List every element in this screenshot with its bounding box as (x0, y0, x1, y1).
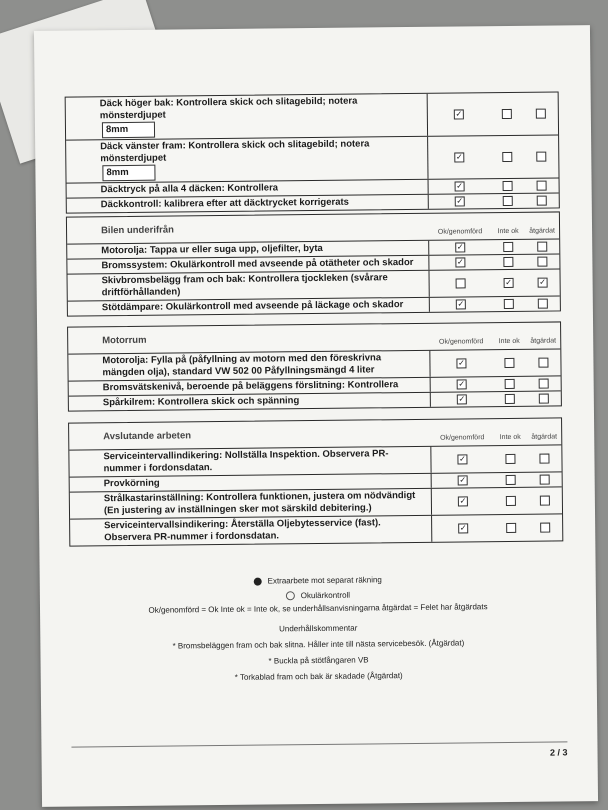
ok-checkbox[interactable]: ✓ (456, 181, 463, 191)
row-text-line: Provkörning (103, 477, 160, 490)
check-row-text (69, 393, 431, 411)
not-ok-checkbox[interactable] (503, 257, 513, 267)
fixed-checkbox[interactable] (536, 109, 546, 119)
check-cell (527, 393, 561, 403)
fixed-checkbox[interactable] (537, 196, 547, 206)
ok-checkbox[interactable]: ✓ (459, 523, 467, 533)
section-final-work (68, 417, 563, 546)
fixed-checkbox[interactable] (537, 242, 547, 252)
check-cell (490, 152, 524, 162)
fixed-checkbox[interactable] (537, 257, 547, 267)
ok-checkbox[interactable]: ✓ (455, 109, 463, 119)
inspection-page (34, 25, 598, 807)
tread-depth-field: 8mm (102, 165, 155, 182)
fixed-checkbox[interactable] (536, 152, 546, 162)
check-cell (494, 475, 528, 485)
check-cell (528, 495, 562, 505)
ok-checkbox[interactable]: ✓ (458, 379, 466, 389)
fixed-checkbox[interactable] (538, 358, 548, 368)
row-text-line: Bromsvätskenivå, beroende på beläggens förslitning: Kontrollera (102, 379, 399, 394)
check-cell (524, 108, 558, 118)
page-number: 2 / 3 (549, 747, 568, 758)
check-cell (432, 496, 494, 507)
col-fixed: åtgärdat (531, 433, 558, 441)
legend-visual: Okulärkontroll (40, 588, 596, 603)
section-title: Avslutande arbeten (103, 430, 192, 443)
ok-checkbox[interactable]: ✓ (456, 196, 464, 206)
not-ok-checkbox[interactable] (502, 109, 512, 119)
check-cell (491, 181, 525, 191)
col-fixed: åtgärdat (530, 337, 557, 345)
section-engine-bay (67, 321, 562, 411)
eye-check-icon (286, 592, 295, 601)
fixed-checkbox[interactable] (538, 299, 548, 309)
check-cell (432, 475, 494, 486)
check-cell (528, 474, 562, 484)
ok-checkbox[interactable]: ✓ (458, 358, 465, 368)
col-ok: Ok/genomförd (437, 228, 483, 236)
col-not-ok: Inte ok (499, 433, 521, 442)
not-ok-checkbox[interactable] (503, 242, 513, 252)
check-cell (525, 241, 559, 251)
not-ok-checkbox[interactable] (503, 181, 513, 191)
check-cell (430, 299, 492, 310)
check-cell (526, 298, 560, 308)
col-not-ok: Inte ok (497, 227, 519, 236)
check-cell (525, 195, 559, 205)
not-ok-checkbox[interactable] (506, 496, 516, 506)
row-text-line: Skivbromsbelägg fram och bak: Kontrollera tjockleken (svårare (101, 272, 388, 287)
legend-key: Ok/genomförd = Ok Inte ok = Inte ok, se underhållsanvisningarna åtgärdat = Felet har åtgärdats (148, 602, 488, 615)
check-cell (494, 523, 528, 533)
check-cell (526, 357, 560, 367)
ok-checkbox[interactable]: ✓ (457, 299, 465, 309)
check-cell (490, 109, 524, 119)
check-cell (526, 277, 560, 287)
check-cell (492, 278, 526, 288)
check-cell (524, 151, 558, 161)
check-cell (525, 180, 559, 190)
check-row-text (66, 137, 428, 183)
row-text-line: mönsterdjupet (99, 109, 166, 122)
ok-checkbox[interactable]: ✓ (459, 475, 467, 485)
check-cell (428, 109, 490, 120)
check-cell (430, 278, 492, 289)
fixed-checkbox[interactable] (539, 379, 549, 389)
comment-line: * Bromsbeläggen fram och bak slitna. Håller inte till nästa servicebesök. (Åtgärdat) (172, 638, 465, 651)
check-cell (527, 378, 561, 388)
not-ok-checkbox[interactable] (505, 454, 515, 464)
row-line-with-measure (100, 108, 358, 139)
check-cell (429, 257, 491, 268)
fixed-checkbox[interactable] (539, 394, 549, 404)
row-text-line: Däckkontroll: kalibrera efter att däcktrycket korrigerats (100, 196, 349, 211)
not-ok-checkbox[interactable] (502, 152, 512, 162)
section-title: Bilen underifrån (100, 224, 174, 237)
row-text-line: Däck vänster fram: Kontrollera skick och slitagebild; notera (100, 138, 370, 153)
section-title: Motorrum (102, 334, 147, 347)
tread-depth-field: 8mm (102, 122, 155, 139)
check-cell (429, 196, 491, 207)
comments-title: Underhållskommentar (279, 623, 358, 634)
check-cell (432, 523, 494, 534)
ok-checkbox[interactable]: ✓ (456, 242, 464, 252)
not-ok-checkbox[interactable] (504, 299, 514, 309)
check-row-text (68, 351, 430, 381)
row-text-line: Observera PR-nummer i fordonsdatan. (104, 530, 280, 544)
row-text-line: Bromssystem: Okulärkontroll med avseende på otätheter och skador (101, 256, 414, 272)
check-cell (431, 394, 493, 405)
not-ok-checkbox[interactable] (503, 196, 513, 206)
row-line-with-measure (100, 150, 370, 181)
ok-checkbox[interactable]: ✓ (459, 496, 467, 506)
fixed-checkbox[interactable] (539, 454, 549, 464)
col-ok: Ok/genomförd (439, 338, 484, 346)
check-row-text (70, 516, 432, 546)
check-row-text (68, 271, 430, 301)
fixed-checkbox[interactable] (540, 475, 550, 485)
check-row-text (67, 195, 429, 213)
row-text-line: Serviceintervallsindikering: Återställa Oljebytesservice (fast). (104, 517, 381, 532)
ok-checkbox[interactable]: ✓ (455, 152, 463, 162)
not-ok-checkbox[interactable]: ✓ (505, 277, 513, 288)
row-text-line: Motorolja: Tappa ur eller suga upp, oljefilter, byta (101, 242, 323, 257)
check-row (70, 514, 562, 545)
row-text-line: Däck höger bak: Kontrollera skick och slitagebild; notera (99, 95, 358, 110)
check-row-text (68, 298, 430, 316)
row-text-line: mönsterdjupet (100, 152, 167, 165)
comment-line: * Torkablad fram och bak är skadade (Åtgärdat) (234, 671, 403, 682)
row-text-line: Spårkilrem: Kontrollera skick och spänning (102, 395, 300, 409)
check-row-text (66, 94, 428, 140)
check-cell (429, 181, 491, 192)
check-cell (527, 453, 561, 463)
check-cell (431, 379, 493, 390)
fixed-checkbox[interactable] (537, 181, 547, 191)
row-text-line: driftförhållanden) (101, 286, 181, 299)
ok-checkbox[interactable]: ✓ (456, 257, 464, 267)
check-cell (525, 256, 559, 266)
check-row-text (69, 447, 431, 477)
row-text-line: Stötdämpare: Okulärkontroll med avseende på läckage och skador (101, 299, 404, 314)
row-text-line: (En justering av inställningen sker mot särskild debitering.) (103, 502, 372, 517)
check-cell (492, 299, 526, 309)
ok-checkbox[interactable]: ✓ (459, 454, 466, 464)
comment-line: * Buckla på stötfångaren VB (268, 655, 369, 666)
check-cell (491, 196, 525, 206)
row-text-line: mängden olja), standard VW 502 00 Påfyllningsmängd 4 liter (102, 364, 375, 379)
check-cell (492, 358, 526, 368)
col-fixed: åtgärdat (529, 227, 555, 235)
not-ok-checkbox[interactable] (505, 379, 515, 389)
check-cell (494, 496, 528, 506)
check-cell (429, 242, 491, 253)
check-cell (493, 379, 527, 389)
section-underside (66, 211, 561, 316)
row-text-line: Motorolja: Fylla på (påfyllning av motorn med den föreskrivna (102, 352, 382, 367)
footer-rule (71, 741, 567, 747)
check-cell (528, 522, 562, 532)
row-text-line: Strålkastarinställning: Kontrollera funktionen, justera om nödvändigt (103, 489, 416, 505)
check-row (66, 135, 558, 183)
col-ok: Ok/genomförd (440, 434, 485, 442)
fixed-checkbox[interactable] (540, 496, 550, 506)
not-ok-checkbox[interactable] (505, 394, 515, 404)
ok-checkbox[interactable]: ✓ (458, 394, 466, 404)
check-cell (430, 358, 492, 369)
legend-extra: Extraarbete mot separat räkning (40, 573, 596, 588)
check-cell (431, 454, 493, 465)
check-cell (493, 454, 527, 464)
check-cell (491, 257, 525, 267)
not-ok-checkbox[interactable] (506, 475, 516, 485)
check-row (66, 92, 558, 140)
section-tyres (65, 91, 560, 213)
check-cell (428, 152, 490, 163)
not-ok-checkbox[interactable] (506, 523, 516, 533)
row-text-line: Serviceintervallindikering: Nollställa Inspektion. Observera PR- (103, 448, 389, 463)
check-cell (493, 394, 527, 404)
fixed-checkbox[interactable] (540, 523, 550, 533)
fixed-checkbox[interactable]: ✓ (539, 277, 547, 287)
check-row-text (70, 489, 432, 519)
row-text-line: Däcktryck på alla 4 däcken: Kontrollera (100, 182, 279, 196)
extra-work-icon (254, 577, 262, 585)
ok-checkbox[interactable] (456, 278, 466, 288)
not-ok-checkbox[interactable] (504, 358, 514, 368)
check-cell (491, 242, 525, 252)
row-text-line: nummer i fordonsdatan. (103, 462, 213, 475)
col-not-ok: Inte ok (498, 337, 520, 346)
